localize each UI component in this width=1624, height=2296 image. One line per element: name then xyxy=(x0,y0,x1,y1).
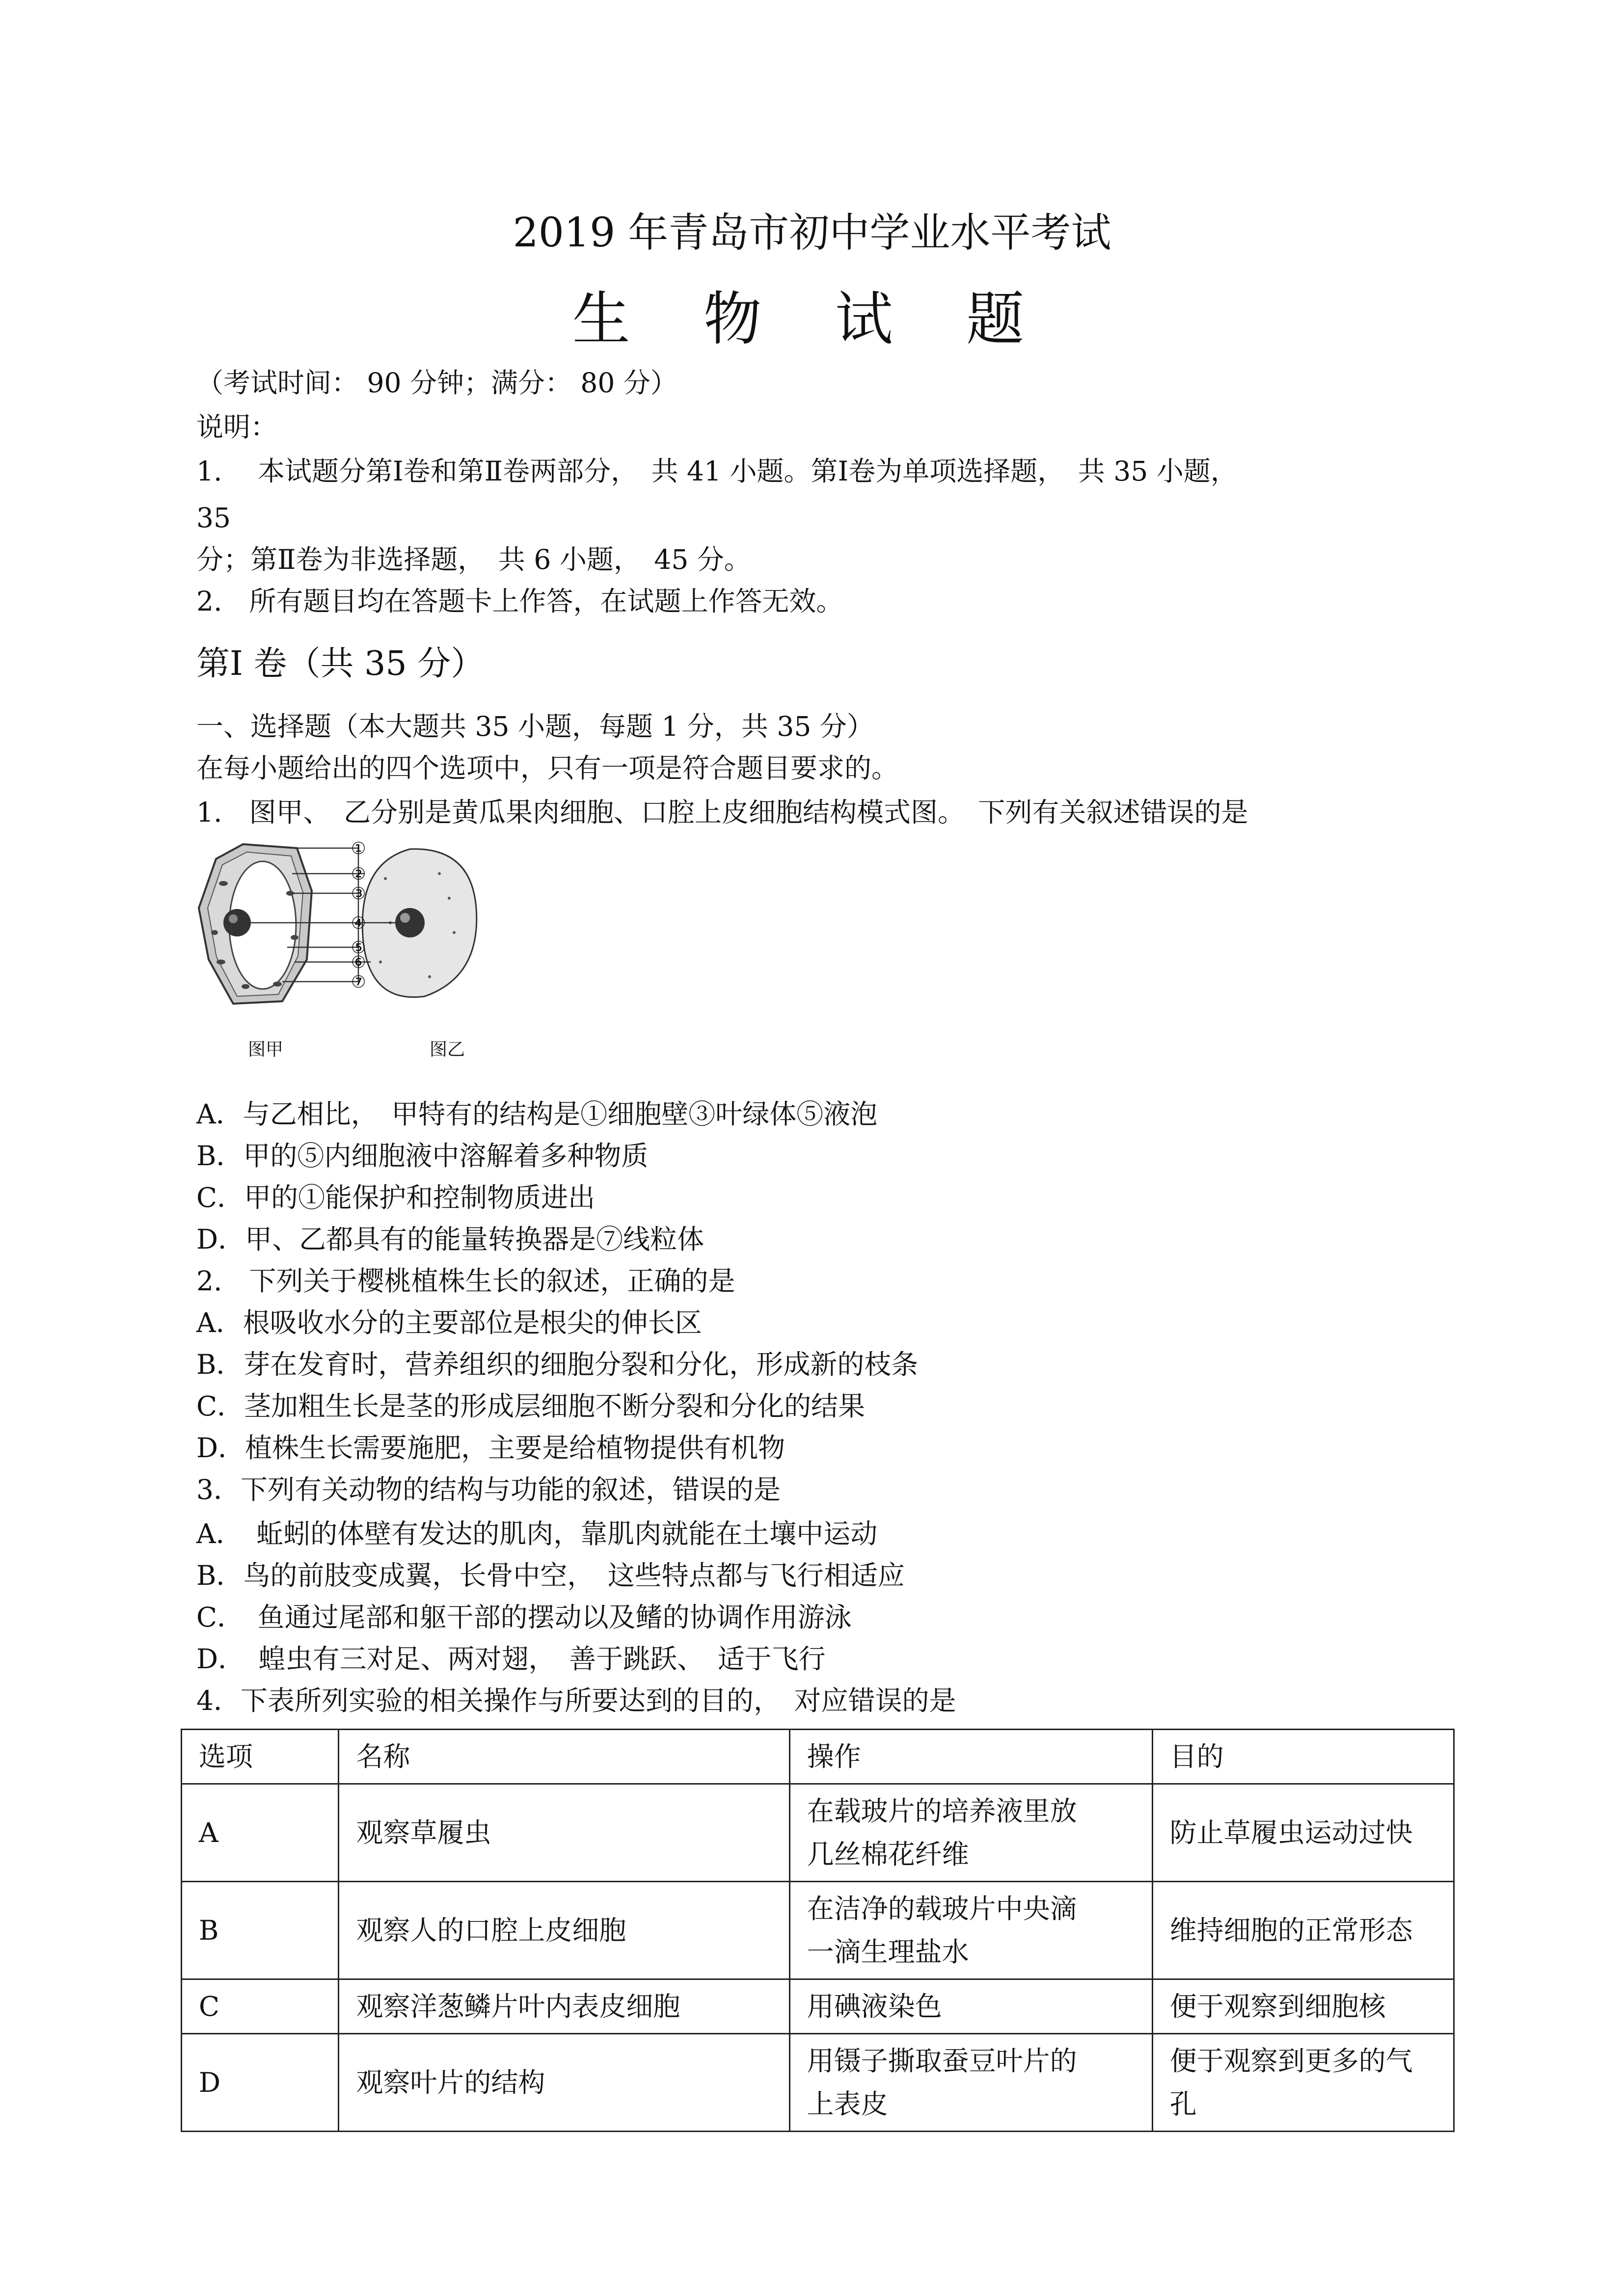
marker-7: ⑦ xyxy=(351,972,366,992)
q1-option-c: C．甲的①能保护和控制物质进出 xyxy=(196,1182,595,1213)
figure-label-b: 图乙 xyxy=(430,1040,465,1060)
operation-line: 一滴生理盐水 xyxy=(807,1936,969,1968)
marker-2: ② xyxy=(351,864,366,884)
question-4-stem: 4．下表所列实验的相关操作与所要达到的目的， 对应错误的是 xyxy=(196,1685,956,1716)
exam-info: （考试时间： 90 分钟；满分： 80 分） xyxy=(196,367,677,399)
marker-3: ③ xyxy=(351,884,366,904)
instructions-heading: 说明： xyxy=(196,411,278,443)
q1-option-d: D．甲、乙都具有的能量转换器是⑦线粒体 xyxy=(196,1224,704,1255)
goal-line: 便于观察到更多的气 xyxy=(1169,2045,1413,2077)
table-row xyxy=(182,1784,1454,1882)
plant-cell-diagram xyxy=(199,844,312,1004)
q1-option-a: A．与乙相比， 甲特有的结构是①细胞壁③叶绿体⑤液泡 xyxy=(196,1098,878,1130)
q2-option-b: B．芽在发育时，营养组织的细胞分裂和分化，形成新的枝条 xyxy=(196,1349,919,1380)
instruction-item-2: 2. 所有题目均在答题卡上作答，在试题上作答无效。 xyxy=(196,586,843,617)
header-cell: 操作 xyxy=(789,1730,1152,1784)
option-cell: A xyxy=(182,1784,339,1882)
name-cell: 观察草履虫 xyxy=(339,1784,789,1882)
name-cell: 观察人的口腔上皮细胞 xyxy=(339,1882,789,1979)
goal-cell: 维持细胞的正常形态 xyxy=(1152,1882,1454,1979)
name-cell: 观察洋葱鳞片叶内表皮细胞 xyxy=(339,1979,789,2034)
option-cell: C xyxy=(182,1979,339,2034)
marker-1: ① xyxy=(351,839,366,858)
operation-cell xyxy=(789,1882,1152,1979)
header-cell: 名称 xyxy=(339,1730,789,1784)
operation-line: 在载玻片的培养液里放 xyxy=(807,1795,1077,1827)
table-row xyxy=(182,2034,1454,2132)
q3-option-b: B．鸟的前肢变成翼，长骨中空， 这些特点都与飞行相适应 xyxy=(196,1560,905,1591)
q1-option-b: B．甲的⑤内细胞液中溶解着多种物质 xyxy=(196,1140,649,1172)
operation-line: 几丝棉花纤维 xyxy=(807,1839,969,1870)
operation-line: 在洁净的载玻片中央滴 xyxy=(807,1893,1077,1924)
q2-option-c: C．茎加粗生长是茎的形成层细胞不断分裂和分化的结果 xyxy=(196,1390,866,1422)
table-row xyxy=(182,1882,1454,1979)
header-cell: 目的 xyxy=(1152,1730,1454,1784)
operation-cell: 用碘液染色 xyxy=(789,1979,1152,2034)
question-2-stem: 2. 下列关于樱桃植株生长的叙述，正确的是 xyxy=(196,1265,735,1297)
subject-title: 生 物 试 题 xyxy=(572,285,1052,353)
goal-cell xyxy=(1152,2034,1454,2132)
part-note: 在每小题给出的四个选项中，只有一项是符合题目要求的。 xyxy=(196,752,899,784)
option-cell: D xyxy=(182,2034,339,2132)
goal-cell: 防止草履虫运动过快 xyxy=(1152,1784,1454,1882)
table-row xyxy=(182,1979,1454,2034)
q2-option-a: A．根吸收水分的主要部位是根尖的伸长区 xyxy=(196,1307,702,1338)
goal-cell: 便于观察到细胞核 xyxy=(1152,1979,1454,2034)
marker-6: ⑥ xyxy=(351,953,366,972)
cell-structure-figure xyxy=(194,834,488,1070)
table-header-row xyxy=(182,1730,1454,1784)
q3-option-c: C． 鱼通过尾部和躯干部的摆动以及鳍的协调作用游泳 xyxy=(196,1602,852,1633)
part-heading: 一、选择题（本大题共 35 小题，每题 1 分，共 35 分） xyxy=(196,711,874,742)
marker-5: ⑤ xyxy=(351,938,366,958)
question-3-stem: 3．下列有关动物的结构与功能的叙述，错误的是 xyxy=(196,1474,781,1505)
marker-4: ④ xyxy=(351,913,366,933)
exam-title: 2019 年青岛市初中学业水平考试 xyxy=(513,210,1111,256)
operation-cell xyxy=(789,1784,1152,1882)
operation-line: 上表皮 xyxy=(807,2088,888,2120)
instruction-item-1: 1. 本试题分第Ⅰ卷和第Ⅱ卷两部分， 共 41 小题。第Ⅰ卷为单项选择题， 共 35 小题， xyxy=(196,455,1238,487)
header-cell: 选项 xyxy=(182,1730,339,1784)
operation-cell xyxy=(789,2034,1152,2132)
q2-option-d: D．植株生长需要施肥，主要是给植物提供有机物 xyxy=(196,1432,785,1464)
option-cell: B xyxy=(182,1882,339,1979)
instruction-item-1-cont: 35 xyxy=(196,502,231,534)
section-title: 第Ⅰ 卷（共 35 分） xyxy=(196,644,485,683)
operation-line: 用镊子撕取蚕豆叶片的 xyxy=(807,2045,1077,2077)
name-cell: 观察叶片的结构 xyxy=(339,2034,789,2132)
q3-option-d: D． 蝗虫有三对足、两对翅， 善于跳跃、 适于飞行 xyxy=(196,1643,826,1675)
goal-line: 孔 xyxy=(1169,2088,1197,2120)
question-1-stem: 1. 图甲、 乙分别是黄瓜果肉细胞、口腔上皮细胞结构模式图。 下列有关叙述错误的是 xyxy=(196,797,1248,828)
figure-label-a: 图甲 xyxy=(248,1040,284,1060)
experiment-table xyxy=(181,1729,1455,2132)
q3-option-a: A． 蚯蚓的体壁有发达的肌肉，靠肌肉就能在土壤中运动 xyxy=(196,1518,878,1549)
instruction-item-1-cont2: 分；第Ⅱ卷为非选择题， 共 6 小题， 45 分。 xyxy=(196,544,751,575)
